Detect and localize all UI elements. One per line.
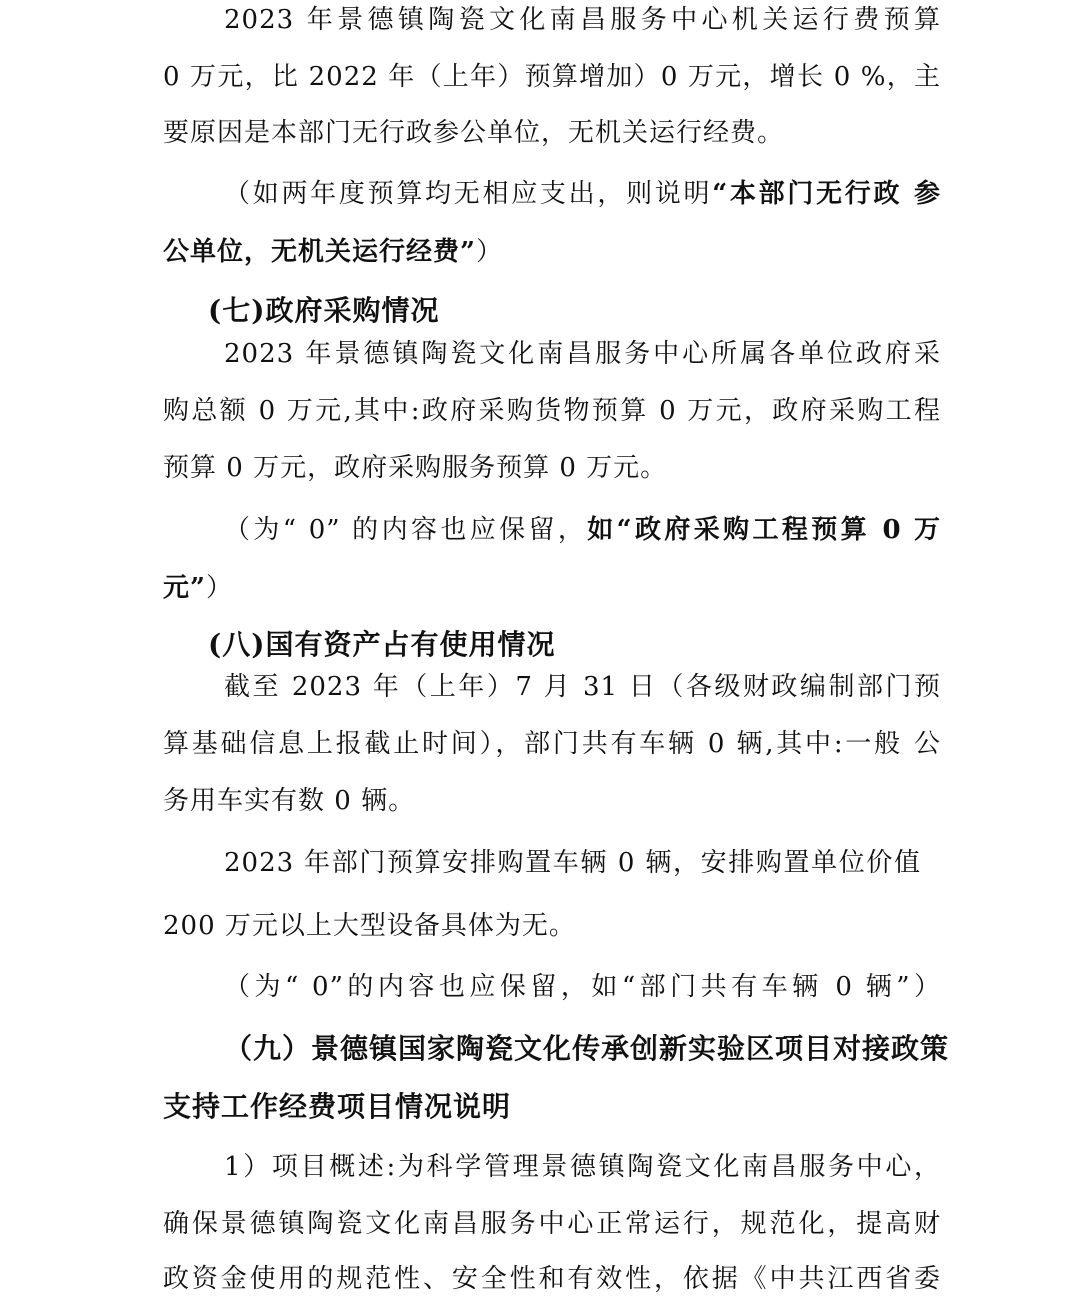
- note-line: （为“ 0”的内容也应保留，如“部门共有车辆 0 辆”）: [224, 972, 941, 1002]
- paragraph-line: 200 万元以上大型设备具体为无。: [163, 911, 576, 941]
- note-emphasis: 元”: [163, 573, 206, 603]
- paragraph-line: 截至 2023 年（上年）7 月 31 日（各级财政编制部门预: [224, 672, 941, 702]
- note-line: [163, 563, 941, 613]
- note-emphasis: 如“政府采购工程预算 0 万: [587, 515, 941, 545]
- paragraph-line: 务用车实有数 0 辆。: [163, 786, 416, 816]
- section-heading: (八)国有资产占有使用情况: [208, 628, 556, 661]
- note-text: ）: [205, 573, 233, 603]
- paragraph-line: 2023 年景德镇陶瓷文化南昌服务中心所属各单位政府采: [224, 339, 941, 369]
- section-heading: 支持工作经费项目情况说明: [163, 1090, 512, 1123]
- paragraph-line: 0 万元，比 2022 年（上年）预算增加）0 万元，增长 0 %，主: [163, 62, 941, 92]
- paragraph-line: 购总额 0 万元,其中:政府采购货物预算 0 万元，政府采购工程: [163, 396, 941, 426]
- paragraph-line: 2023 年部门预算安排购置车辆 0 辆，安排购置单位价值: [224, 848, 921, 878]
- paragraph-line: 算基础信息上报截止时间），部门共有车辆 0 辆,其中:一般 公: [163, 729, 941, 759]
- paragraph-line: 1）项目概述:为科学管理景德镇陶瓷文化南昌服务中心，: [224, 1152, 941, 1182]
- note-text: ）: [475, 237, 503, 267]
- paragraph-line: 要原因是本部门无行政参公单位，无机关运行经费。: [163, 118, 785, 148]
- note-emphasis: “本部门无行政 参: [712, 179, 941, 209]
- note-line: [163, 227, 941, 277]
- paragraph-line: 预算 0 万元，政府采购服务预算 0 万元。: [163, 453, 668, 483]
- section-heading: （九）景德镇国家陶瓷文化传承创新实验区项目对接政策: [224, 1032, 950, 1065]
- paragraph-line: 政资金使用的规范性、安全性和有效性，依据《中共江西省委: [163, 1264, 941, 1294]
- section-heading: (七)政府采购情况: [208, 294, 440, 327]
- note-text: （为“ 0” 的内容也应保留，: [224, 515, 588, 545]
- note-line: [224, 505, 941, 555]
- note-line: [224, 169, 941, 219]
- paragraph-line: 确保景德镇陶瓷文化南昌服务中心正常运行，规范化，提高财: [163, 1209, 941, 1239]
- note-text: （如两年度预算均无相应支出，则说明: [224, 179, 713, 209]
- note-emphasis: 公单位，无机关运行经费”: [163, 237, 476, 267]
- paragraph-line: 2023 年景德镇陶瓷文化南昌服务中心机关运行费预算: [224, 5, 941, 35]
